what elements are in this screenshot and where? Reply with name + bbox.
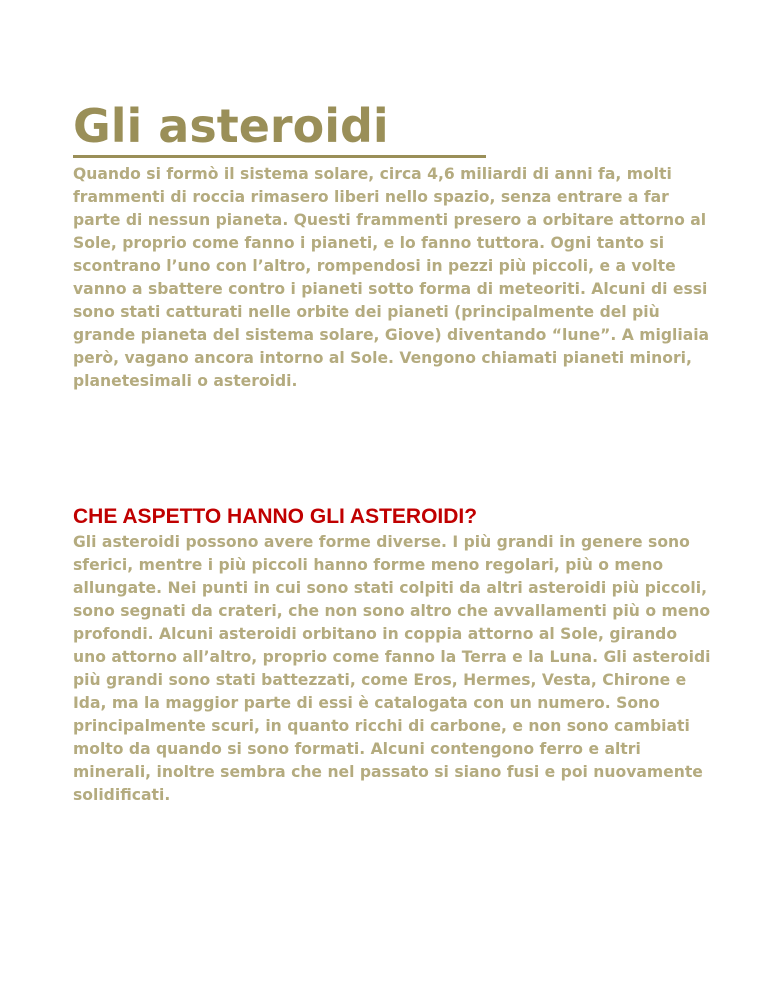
title-underline xyxy=(73,155,486,158)
section-heading: CHE ASPETTO HANNO GLI ASTEROIDI? xyxy=(73,505,478,528)
section-paragraph: Gli asteroidi possono avere forme diverse. I più grandi in genere sono sferici, mentre i più piccoli hanno forme meno regolari, più o meno allungate. Nei punti in cui sono stati colpiti da altri asteroidi più piccoli, sono segnati da crateri, che non sono altro che avvallamenti più o meno profondi. Alcuni asteroidi orbitano in coppia attorno al Sole, girando uno attorno all’altro, proprio come fanno la Terra e la Luna. Gli asteroidi più grandi sono stati battezzati, come Eros, Hermes, Vesta, Chirone e Ida, ma la maggior parte di essi è catalogata con un numero. Sono principalmente scuri, in quanto ricchi di carbone, e non sono cambiati molto da quando si sono formati. Alcuni contengono ferro e altri minerali, inoltre sembra che nel passato si siano fusi e poi nuovamente solidificati. xyxy=(73,533,711,804)
document-title: Gli asteroidi xyxy=(73,99,389,153)
intro-paragraph: Quando si formò il sistema solare, circa 4,6 miliardi di anni fa, molti frammenti di roccia rimasero liberi nello spazio, senza entrare a far parte di nessun pianeta. Questi frammenti presero a orbitare attorno al Sole, proprio come fanno i pianeti, e lo fanno tuttora. Ogni tanto si scontrano l’uno con l’altro, rompendosi in pezzi più piccoli, e a volte vanno a sbattere contro i pianeti sotto forma di meteoriti. Alcuni di essi sono stati catturati nelle orbite dei pianeti (principalmente del più grande pianeta del sistema solare, Giove) diventando “lune”. A migliaia però, vagano ancora intorno al Sole. Vengono chiamati pianeti minori, planetesimali o asteroidi. xyxy=(73,165,710,390)
